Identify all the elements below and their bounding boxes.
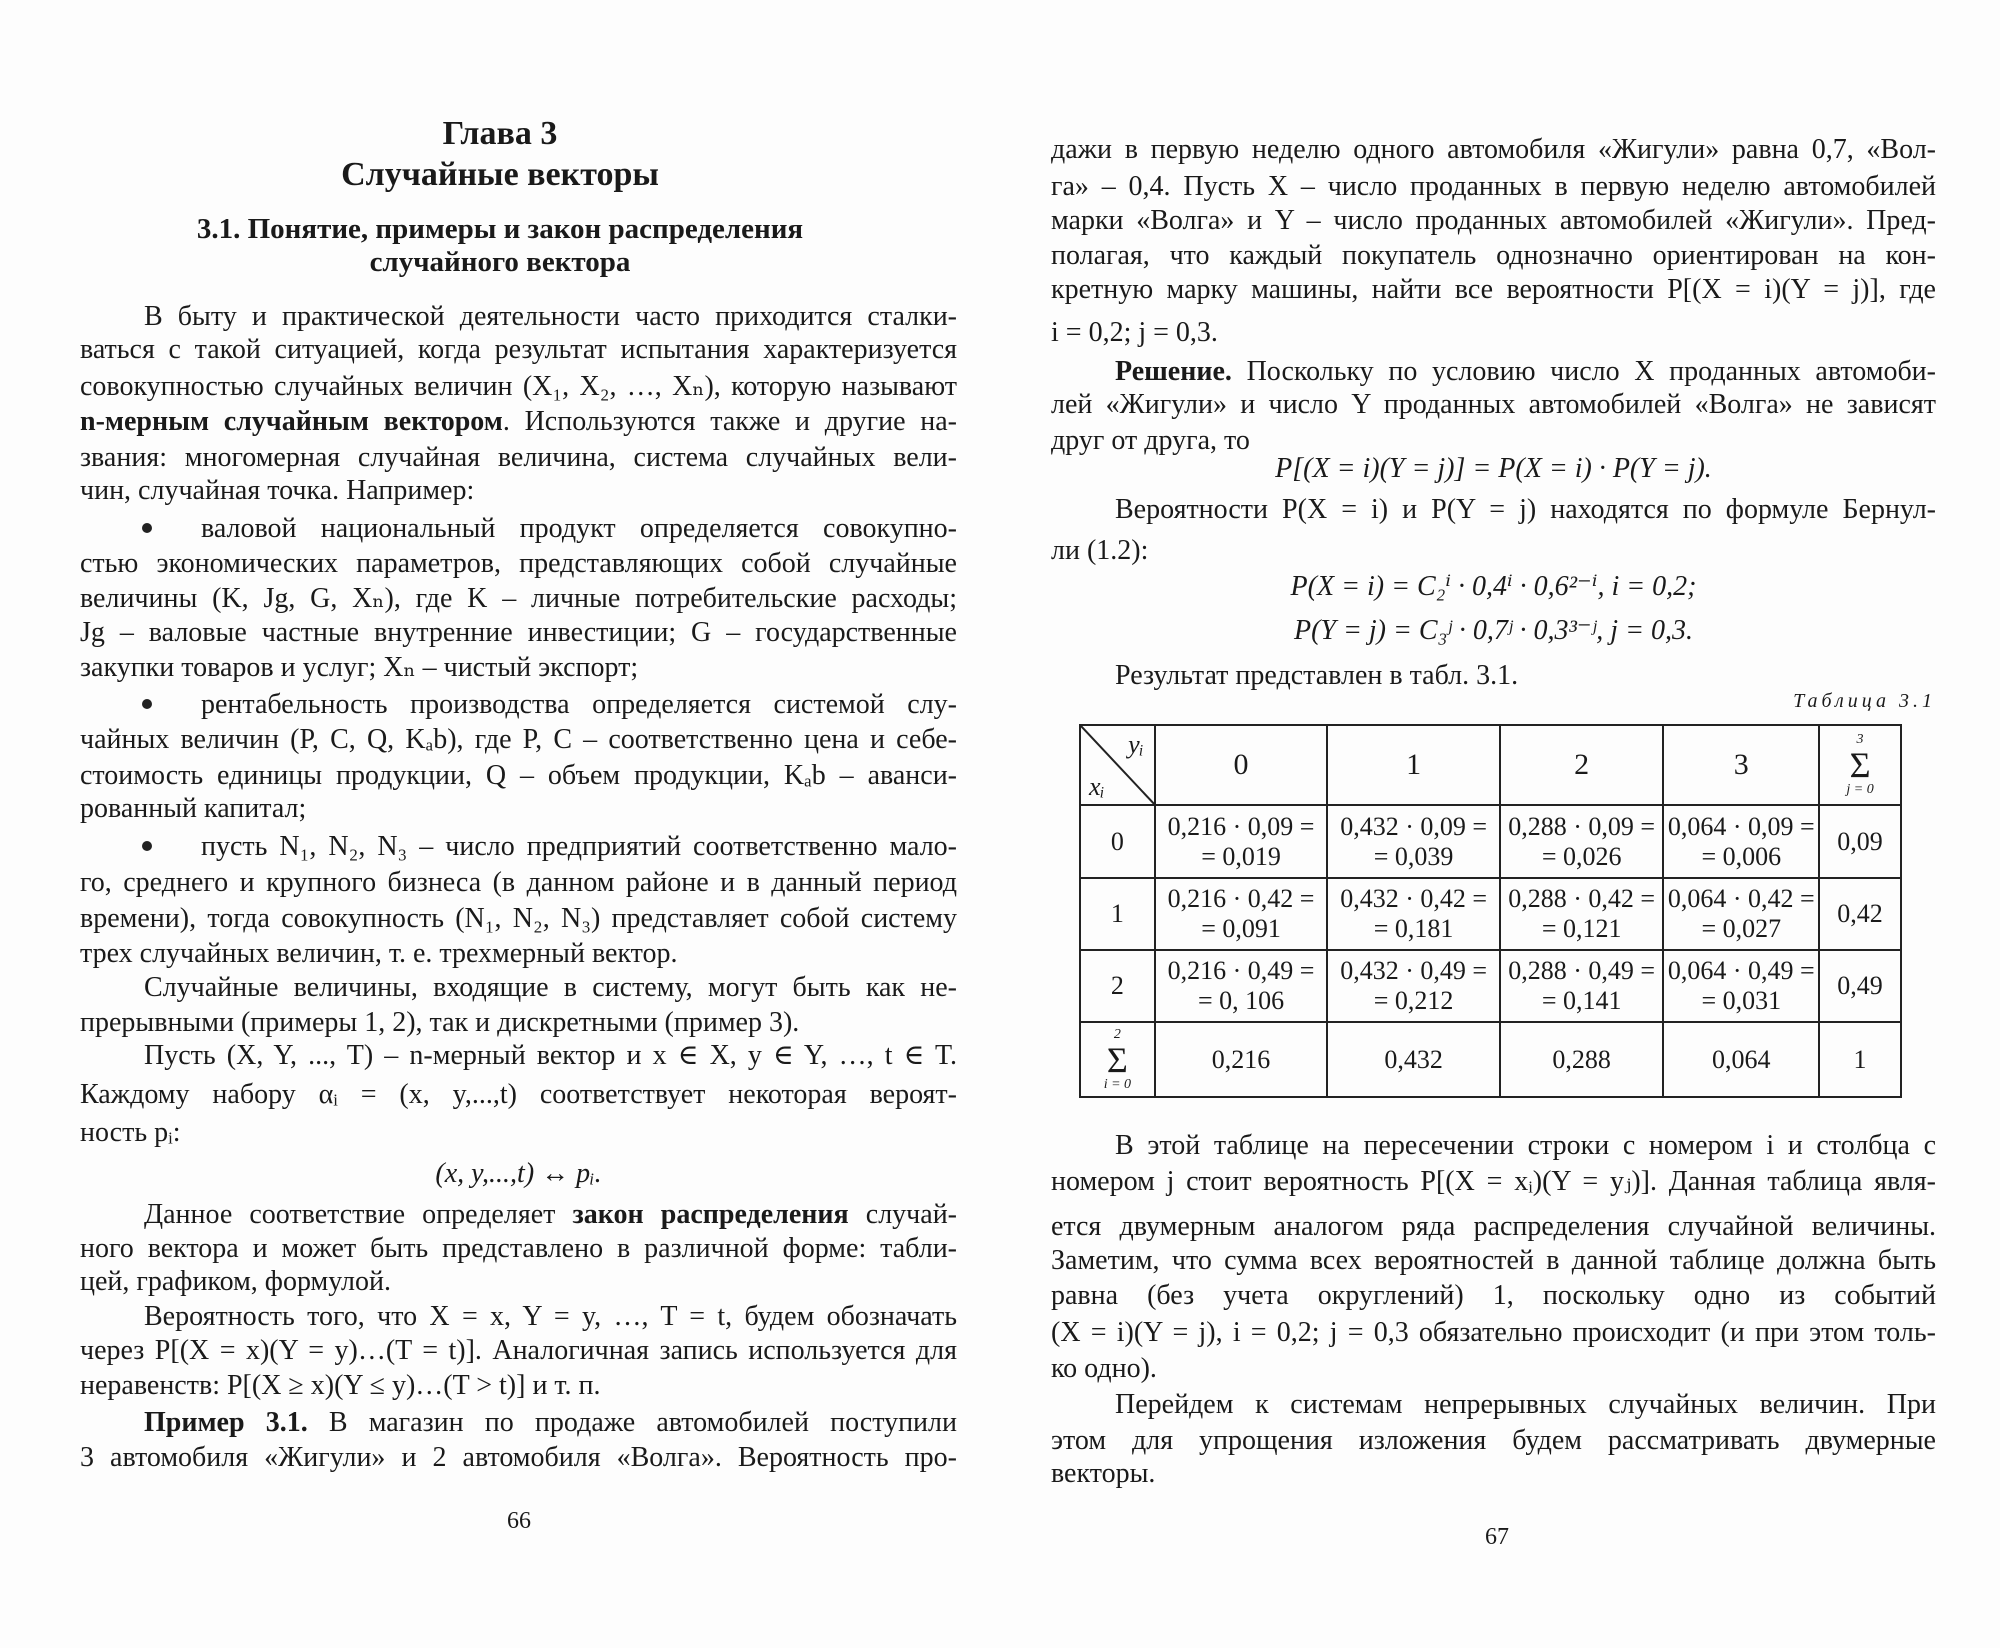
- text: дажи в первую неделю одного автомобиля «Жигули» равна 0,7, «Вол-: [1051, 133, 1936, 165]
- text: Перейдем к системам непрерывных случайных величин. При: [1115, 1389, 1936, 1421]
- text-line: [1051, 1424, 1936, 1458]
- cell-line: 0,216 · 0,49 =: [1167, 956, 1315, 985]
- text: полагая, что каждый покупатель однозначно ориентирован на кон-: [1051, 240, 1936, 272]
- cell-line: = 0,091: [1201, 914, 1281, 943]
- text: Поскольку по условию число X проданных автомоби-: [1231, 355, 1936, 387]
- sum-row: [1080, 1022, 1901, 1097]
- text: P(Y = j) = C₃ʲ · 0,7ʲ · 0,3³⁻ʲ, j = 0,3.: [1294, 614, 1693, 646]
- text: Заметим, что сумма всех вероятностей в данной таблице должна быть: [1051, 1245, 1936, 1277]
- text-line: [80, 1441, 957, 1475]
- text-line: [1115, 1129, 1936, 1163]
- text: этом для упрощения изложения будем рассматривать двумерные: [1051, 1424, 1936, 1456]
- cell-line: 0,216 · 0,09 =: [1167, 811, 1315, 841]
- text-line: [144, 300, 957, 334]
- text-line: [80, 866, 957, 900]
- text: закупки товаров и услуг; Xₙ – чистый экспорт;: [80, 651, 639, 683]
- sum-lower: i = 0: [1103, 1076, 1132, 1092]
- cell-line: 0,064 · 0,42 =: [1667, 884, 1815, 913]
- text: Каждому набору αᵢ = (x, y,...,t) соответствует некоторая вероят-: [80, 1078, 957, 1110]
- text: ется двумерным аналогом ряда распределения случайной величины.: [1051, 1210, 1936, 1242]
- text-line: [144, 1406, 957, 1440]
- text-line: [1051, 1210, 1936, 1244]
- text: лей «Жигули» и число Y проданных автомобилей «Волга» не зависят: [1051, 389, 1936, 421]
- text: Jg – валовые частные внутренние инвестиции; G – государственные: [80, 617, 957, 649]
- text: друг от друга, то: [1051, 425, 1250, 456]
- table-cell: [1155, 805, 1328, 878]
- col-header: 2: [1500, 725, 1664, 805]
- table-cell: [1663, 805, 1819, 878]
- text-line: [201, 830, 957, 864]
- text: прерывными (примеры 1, 2), так и дискретными (пример 3).: [80, 1007, 800, 1039]
- table-cell: [1155, 878, 1328, 950]
- text: ли (1.2):: [1051, 535, 1149, 567]
- table-cell: [1327, 950, 1500, 1022]
- col-header: 1: [1327, 725, 1500, 805]
- cell-line: 0,216 · 0,42 =: [1167, 884, 1315, 913]
- text: валовой национальный продукт определяется совокупно-: [201, 513, 957, 545]
- text-line: [80, 1369, 601, 1403]
- bold-term: Решение.: [1115, 355, 1232, 387]
- sum-upper: 3: [1856, 732, 1864, 747]
- row-sum-cell: 0,09: [1819, 805, 1901, 878]
- text-line: [1051, 316, 1218, 350]
- text-line: [80, 937, 678, 971]
- text-line: [80, 333, 957, 367]
- table-header-row: [1080, 725, 1901, 805]
- text: (X = i)(Y = j), i = 0,2; j = 0,3 обязательно происходит (и при этом толь-: [1051, 1317, 1936, 1349]
- cell-line: 0,288 · 0,49 =: [1508, 956, 1656, 985]
- text: номером j стоит вероятность P[(X = xᵢ)(Y = yⱼ)]. Данная таблица явля-: [1051, 1166, 1936, 1197]
- text-line: [80, 1232, 957, 1266]
- table-cell: [1663, 878, 1819, 950]
- text: ность pᵢ:: [80, 1117, 181, 1149]
- text: стоимость единицы продукции, Q – объем продукции, Kₐb – аванси-: [80, 759, 957, 791]
- cell-line: = 0,026: [1541, 841, 1622, 871]
- text: Пусть (X, Y, ..., T) – n-мерный вектор и x ∈ X, y ∈ Y, …, t ∈ T.: [144, 1040, 957, 1072]
- text: через P[(X = x)(Y = y)…(T = t)]. Аналогичная запись используется для: [80, 1335, 957, 1367]
- text: В магазин по продаже автомобилей поступили: [307, 1407, 957, 1439]
- text-line: [201, 512, 957, 546]
- x-label: xᵢ: [1089, 772, 1105, 801]
- text-line: [1051, 614, 1936, 648]
- bullet-icon: [142, 523, 152, 533]
- page-number: 67: [1485, 1524, 1509, 1550]
- text: кретную марку машины, найти все вероятности P[(X = i)(Y = j)], где: [1051, 273, 1936, 305]
- text-line: [144, 1198, 957, 1232]
- cell-line: 0,288 · 0,42 =: [1508, 884, 1656, 913]
- text-line: [144, 971, 957, 1005]
- text: P[(X = i)(Y = j)] = P(X = i) · P(Y = j).: [1275, 453, 1712, 485]
- text: P(X = i) = C₂ⁱ · 0,4ⁱ · 0,6²⁻ⁱ, i = 0,2;: [1290, 571, 1697, 603]
- text-line: [1051, 1457, 1155, 1491]
- sum-upper: 2: [1113, 1026, 1121, 1042]
- sum-lower: j = 0: [1846, 782, 1874, 797]
- text-line: [1115, 355, 1936, 389]
- text-line: [80, 616, 957, 650]
- cell-line: = 0,181: [1373, 914, 1454, 943]
- text-line: [80, 582, 957, 616]
- text-line: [80, 1157, 957, 1191]
- text: го, среднего и крупного бизнеса (в данном районе и в данный период: [80, 867, 957, 899]
- text-line: [1051, 452, 1936, 486]
- sigma-symbol: Σ: [1106, 1039, 1128, 1080]
- text: стью экономических параметров, представляющих собой случайные: [80, 548, 957, 580]
- text-line: [1115, 659, 1518, 693]
- cell-line: = 0,006: [1701, 841, 1782, 871]
- text: В этой таблице на пересечении строки с номером i и столбца с: [1115, 1130, 1936, 1162]
- table-caption: Таблица 3.1: [1793, 690, 1936, 712]
- text: трех случайных величин, т. е. трехмерный вектор.: [80, 937, 678, 969]
- table-cell: [1327, 878, 1500, 950]
- bold-term: n-мерным случайным вектором: [80, 405, 503, 437]
- text: га» – 0,4. Пусть X – число проданных в первую неделю автомобилей: [1051, 171, 1936, 203]
- table-row: [1080, 950, 1901, 1022]
- text-line: [80, 547, 957, 581]
- text-line: [80, 405, 957, 439]
- text-line: [80, 1116, 180, 1150]
- text-line: [80, 902, 957, 936]
- text-line: [80, 792, 306, 826]
- text: (x, y,...,t) ↔ pᵢ.: [435, 1158, 602, 1190]
- table-cell: [1327, 805, 1500, 878]
- sigma-symbol: Σ: [1849, 745, 1871, 785]
- text: рентабельность производства определяется системой слу-: [201, 689, 957, 721]
- chapter-title: Глава 3: [442, 115, 558, 152]
- text: неравенств: P[(X ≥ x)(Y ≤ y)…(T > t)] и т. п.: [80, 1369, 601, 1401]
- cell-line: 0,432 · 0,49 =: [1340, 956, 1488, 985]
- cell-line: 0,432 · 0,42 =: [1340, 884, 1488, 913]
- sum-cell: 0,432: [1327, 1022, 1500, 1097]
- text: Данное соответствие определяет: [144, 1199, 573, 1231]
- text-line: [1051, 1244, 1936, 1278]
- table-cell: [1500, 950, 1664, 1022]
- text-line: [1051, 170, 1936, 204]
- row-header: 0: [1080, 805, 1155, 878]
- text-line: [80, 370, 957, 404]
- sum-row-header: [1080, 1022, 1155, 1097]
- text-line: [80, 651, 638, 685]
- cell-line: = 0, 106: [1197, 986, 1285, 1015]
- text: цей, графиком, формулой.: [80, 1266, 391, 1297]
- text: . Используются также и другие на-: [502, 405, 958, 437]
- text-line: [1051, 1316, 1936, 1350]
- text-line: [144, 1300, 957, 1334]
- table-cell: [1500, 805, 1664, 878]
- text: Вероятность того, что X = x, Y = y, …, T = t, будем обозначать: [144, 1300, 958, 1332]
- text-line: [80, 759, 957, 793]
- text: равна (без учета округлений) 1, поскольку одно из событий: [1051, 1280, 1936, 1312]
- bold-term: закон распределения: [572, 1199, 849, 1231]
- cell-line: 0,432 · 0,09 =: [1340, 811, 1488, 841]
- text-line: [80, 474, 474, 508]
- corner-cell: [1080, 725, 1155, 805]
- text: векторы.: [1051, 1458, 1156, 1490]
- text-line: [1051, 1165, 1936, 1199]
- cell-line: 0,064 · 0,09 =: [1667, 811, 1815, 841]
- sum-cell: 0,288: [1500, 1022, 1664, 1097]
- sum-col-header: [1819, 725, 1901, 805]
- text: величины (K, Jg, G, Xₙ), где K – личные потребительские расходы;: [80, 582, 957, 614]
- text-line: [1115, 493, 1936, 527]
- cell-line: = 0,027: [1701, 914, 1782, 943]
- text: В быту и практической деятельности часто приходится сталки-: [144, 300, 957, 332]
- cell-line: 0,064 · 0,49 =: [1667, 956, 1815, 985]
- text-line: [80, 1006, 799, 1040]
- text-line: [1051, 1352, 1157, 1386]
- cell-line: = 0,121: [1541, 914, 1622, 943]
- table-cell: [1663, 950, 1819, 1022]
- text-line: [80, 441, 957, 475]
- section-title-cont: случайного вектора: [369, 246, 631, 278]
- text: времени), тогда совокупность (N₁, N₂, N₃) представляет собой систему: [80, 903, 957, 935]
- text-line: [1051, 1279, 1936, 1313]
- text-line: [1115, 1388, 1936, 1422]
- text-line: [1051, 239, 1936, 273]
- text-line: [144, 1039, 957, 1073]
- section-title: 3.1. Понятие, примеры и закон распределения: [196, 213, 804, 245]
- text: ко одно).: [1051, 1353, 1157, 1385]
- text-line: [1051, 388, 1936, 422]
- text: чин, случайная точка. Например:: [80, 475, 475, 506]
- text-line: [80, 723, 957, 757]
- text: ваться с такой ситуацией, когда результат испытания характеризуется: [80, 333, 957, 365]
- cell-line: = 0,039: [1373, 841, 1454, 871]
- row-sum-cell: 0,42: [1819, 878, 1901, 950]
- text: звания: многомерная случайная величина, система случайных вели-: [80, 441, 957, 473]
- cell-line: 0,288 · 0,09 =: [1508, 811, 1656, 841]
- text: чайных величин (P, C, Q, Kₐb), где P, C – соответственно цена и себе-: [80, 723, 957, 755]
- row-sum-cell: 0,49: [1819, 950, 1901, 1022]
- text-line: [1051, 204, 1936, 238]
- text: пусть N₁, N₂, N₃ – число предприятий соответственно мало-: [201, 831, 957, 863]
- page-number: 66: [507, 1508, 531, 1534]
- table-cell: [1155, 950, 1328, 1022]
- chapter-subtitle: Случайные векторы: [341, 156, 659, 193]
- text: Результат представлен в табл. 3.1.: [1115, 659, 1519, 691]
- cell-line: = 0,031: [1701, 986, 1782, 1015]
- table-row: [1080, 805, 1901, 878]
- distribution-table: [1079, 724, 1902, 1098]
- text: марки «Волга» и Y – число проданных автомобилей «Жигули». Пред-: [1051, 204, 1936, 236]
- text-line: [1051, 534, 1148, 568]
- text: 3 автомобиля «Жигули» и 2 автомобиля «Волга». Вероятность про-: [80, 1441, 957, 1473]
- text: Случайные величины, входящие в систему, могут быть как не-: [144, 972, 957, 1004]
- table-row: [1080, 878, 1901, 950]
- col-header: 3: [1663, 725, 1819, 805]
- text-line: [1051, 273, 1936, 307]
- text-line: [80, 1265, 391, 1299]
- text: ного вектора и может быть представлено в различной форме: табли-: [80, 1232, 957, 1264]
- text: случай-: [848, 1199, 958, 1231]
- sum-cell: 0,064: [1663, 1022, 1819, 1097]
- text: Вероятности P(X = i) и P(Y = j) находятся по формуле Бернул-: [1115, 494, 1936, 526]
- text: i = 0,2; j = 0,3.: [1051, 317, 1218, 349]
- cell-line: = 0,212: [1373, 986, 1454, 1015]
- col-header: 0: [1155, 725, 1328, 805]
- total-cell: 1: [1819, 1022, 1901, 1097]
- text-line: [80, 1334, 957, 1368]
- bold-term: Пример 3.1.: [144, 1407, 308, 1439]
- y-label: yᵢ: [1128, 730, 1144, 759]
- row-header: 2: [1080, 950, 1155, 1022]
- text-line: [1051, 133, 1936, 167]
- text: рованный капитал;: [80, 792, 307, 824]
- text-line: [201, 688, 957, 722]
- cell-line: = 0,141: [1541, 986, 1622, 1015]
- text-line: [80, 1078, 957, 1112]
- cell-line: = 0,019: [1201, 841, 1281, 871]
- text-line: [1051, 570, 1936, 604]
- sum-cell: 0,216: [1155, 1022, 1328, 1097]
- text: совокупностью случайных величин (X₁, X₂, …, Xₙ), которую называют: [80, 371, 957, 403]
- bullet-icon: [142, 699, 152, 709]
- table-cell: [1500, 878, 1664, 950]
- row-header: 1: [1080, 878, 1155, 950]
- bullet-icon: [142, 841, 152, 851]
